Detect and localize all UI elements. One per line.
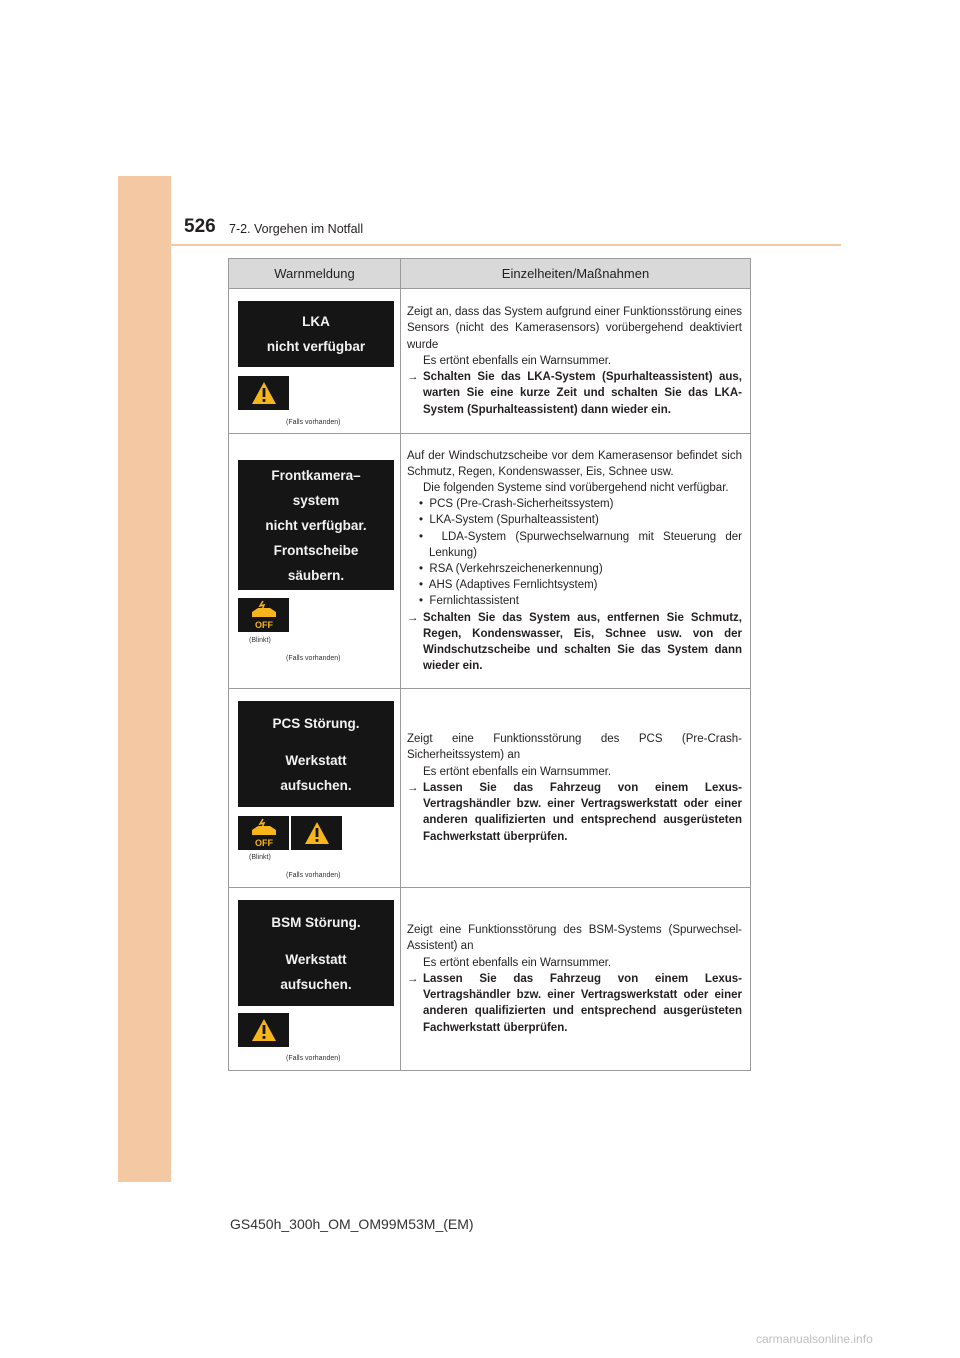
falls-vorhanden-note: (Falls vorhanden) — [286, 419, 341, 426]
display-line: PCS Störung. — [272, 715, 360, 731]
display-line — [238, 935, 394, 947]
display-line: aufsuchen. — [280, 976, 352, 992]
detail-intro: Zeigt eine Funktionsstörung des PCS (Pre-Crash-Sicherheitssystem) an — [407, 733, 742, 762]
pcs-message-display — [238, 701, 394, 807]
details-cell — [401, 689, 751, 888]
display-line — [238, 736, 394, 748]
pcs-off-icon — [238, 816, 289, 850]
detail-action: → Lassen Sie das Fahrzeug von einem Lexus-Vertragshändler bzw. einer Vertragswerkstatt oder einer anderen qualifizierten und entsprechend ausgerüsteten Fachwerkstatt überprüfen. — [407, 972, 742, 1034]
table-row — [229, 689, 751, 888]
detail-bullet: • LDA-System (Spurwechselwarnung mit Steuerung der Lenkung) — [419, 530, 743, 559]
bsm-message-display — [238, 900, 394, 1006]
header-warnmeldung: Warnmeldung — [229, 259, 401, 289]
arrow-icon: → — [407, 781, 419, 794]
message-cell — [229, 289, 401, 434]
display-line: nicht verfügbar. — [265, 517, 367, 533]
table-row — [229, 888, 751, 1071]
detail-bullet: • AHS (Adaptives Fernlichtsystem) — [419, 579, 598, 592]
header-rule — [171, 244, 841, 246]
detail-intro: Zeigt an, dass das System aufgrund einer Funktionsstörung eines Sensors (nicht des Kamerasensors) vorübergehend deaktiviert wurde — [407, 306, 742, 351]
display-line: system — [292, 492, 340, 508]
header-einzelheiten: Einzelheiten/Maßnahmen — [401, 259, 751, 289]
table-row — [229, 434, 751, 689]
display-line: Frontscheibe — [273, 542, 359, 558]
detail-bullet: • Fernlichtassistent — [419, 595, 519, 608]
table-header-row — [229, 259, 751, 289]
detail-action: → Lassen Sie das Fahrzeug von einem Lexus-Vertragshändler bzw. einer Vertragswerkstatt oder einer anderen qualifizierten und entsprechend ausgerüsteten Fachwerkstatt überprüfen. — [407, 781, 742, 843]
falls-vorhanden-note: (Falls vorhanden) — [286, 872, 341, 879]
message-cell — [229, 888, 401, 1071]
falls-vorhanden-note: (Falls vorhanden) — [286, 1055, 341, 1062]
detail-intro: Zeigt eine Funktionsstörung des BSM-Systems (Spurwechsel-Assistent) an — [407, 924, 742, 953]
display-line: LKA — [302, 314, 330, 329]
detail-sub: Die folgenden Systeme sind vorübergehend nicht verfügbar. — [423, 481, 729, 494]
svg-text:OFF: OFF — [254, 838, 273, 848]
arrow-icon: → — [407, 371, 419, 384]
detail-bullet: • LKA-System (Spurhalteassistent) — [419, 514, 599, 527]
display-line: säubern. — [287, 567, 345, 583]
pcs-off-icon — [238, 598, 289, 632]
blinkt-note: (Blinkt) — [249, 854, 271, 861]
master-warning-icon — [238, 1013, 289, 1047]
display-line: Frontkamera– — [271, 467, 361, 483]
svg-text:OFF: OFF — [254, 620, 273, 630]
footer-code: GS450h_300h_OM_OM99M53M_(EM) — [230, 1216, 474, 1232]
detail-sub: Es ertönt ebenfalls ein Warnsummer. — [423, 956, 612, 969]
display-line: Werkstatt — [285, 752, 347, 768]
blinkt-note: (Blinkt) — [249, 637, 271, 644]
detail-bullet: • PCS (Pre-Crash-Sicherheitssystem) — [419, 498, 614, 511]
display-line: aufsuchen. — [280, 777, 352, 793]
message-cell — [229, 434, 401, 689]
falls-vorhanden-note: (Falls vorhanden) — [286, 655, 341, 662]
details-cell — [401, 289, 751, 434]
details-cell — [401, 434, 751, 689]
master-warning-icon — [238, 376, 289, 410]
detail-bullet: • RSA (Verkehrszeichenerkennung) — [419, 563, 603, 575]
arrow-icon: → — [407, 611, 419, 624]
detail-action: → Schalten Sie das LKA-System (Spurhalteassistent) aus, warten Sie eine kurze Zeit und schalten Sie das LKA-System (Spurhalteassistent) dann wieder ein. — [407, 371, 742, 416]
display-line: BSM Störung. — [271, 914, 361, 930]
detail-action: → Schalten Sie das System aus, entfernen Sie Schmutz, Regen, Kondenswasser, Eis, Schnee usw. von der Windschutzscheibe und schalten Sie das System dann wieder ein. — [407, 611, 742, 673]
message-cell — [229, 689, 401, 888]
page-number: 526 — [184, 216, 216, 237]
warning-table — [228, 258, 751, 1071]
section-title: 7-2. Vorgehen im Notfall — [229, 222, 364, 236]
display-line: nicht verfügbar — [266, 339, 366, 354]
details-cell — [401, 888, 751, 1071]
arrow-icon: → — [407, 972, 419, 985]
detail-sub: Es ertönt ebenfalls ein Warnsummer. — [423, 354, 612, 367]
table-row — [229, 289, 751, 434]
lka-message-display — [238, 301, 394, 367]
watermark: carmanualsonline.info — [756, 1332, 873, 1346]
display-line: Werkstatt — [285, 951, 347, 967]
front-camera-message-display — [238, 460, 394, 590]
detail-intro: Auf der Windschutzscheibe vor dem Kamerasensor befindet sich Schmutz, Regen, Kondenswasser, Eis, Schnee usw. — [407, 449, 742, 478]
detail-sub: Es ertönt ebenfalls ein Warnsummer. — [423, 765, 612, 778]
side-strip — [118, 176, 171, 1182]
master-warning-icon — [291, 816, 342, 850]
